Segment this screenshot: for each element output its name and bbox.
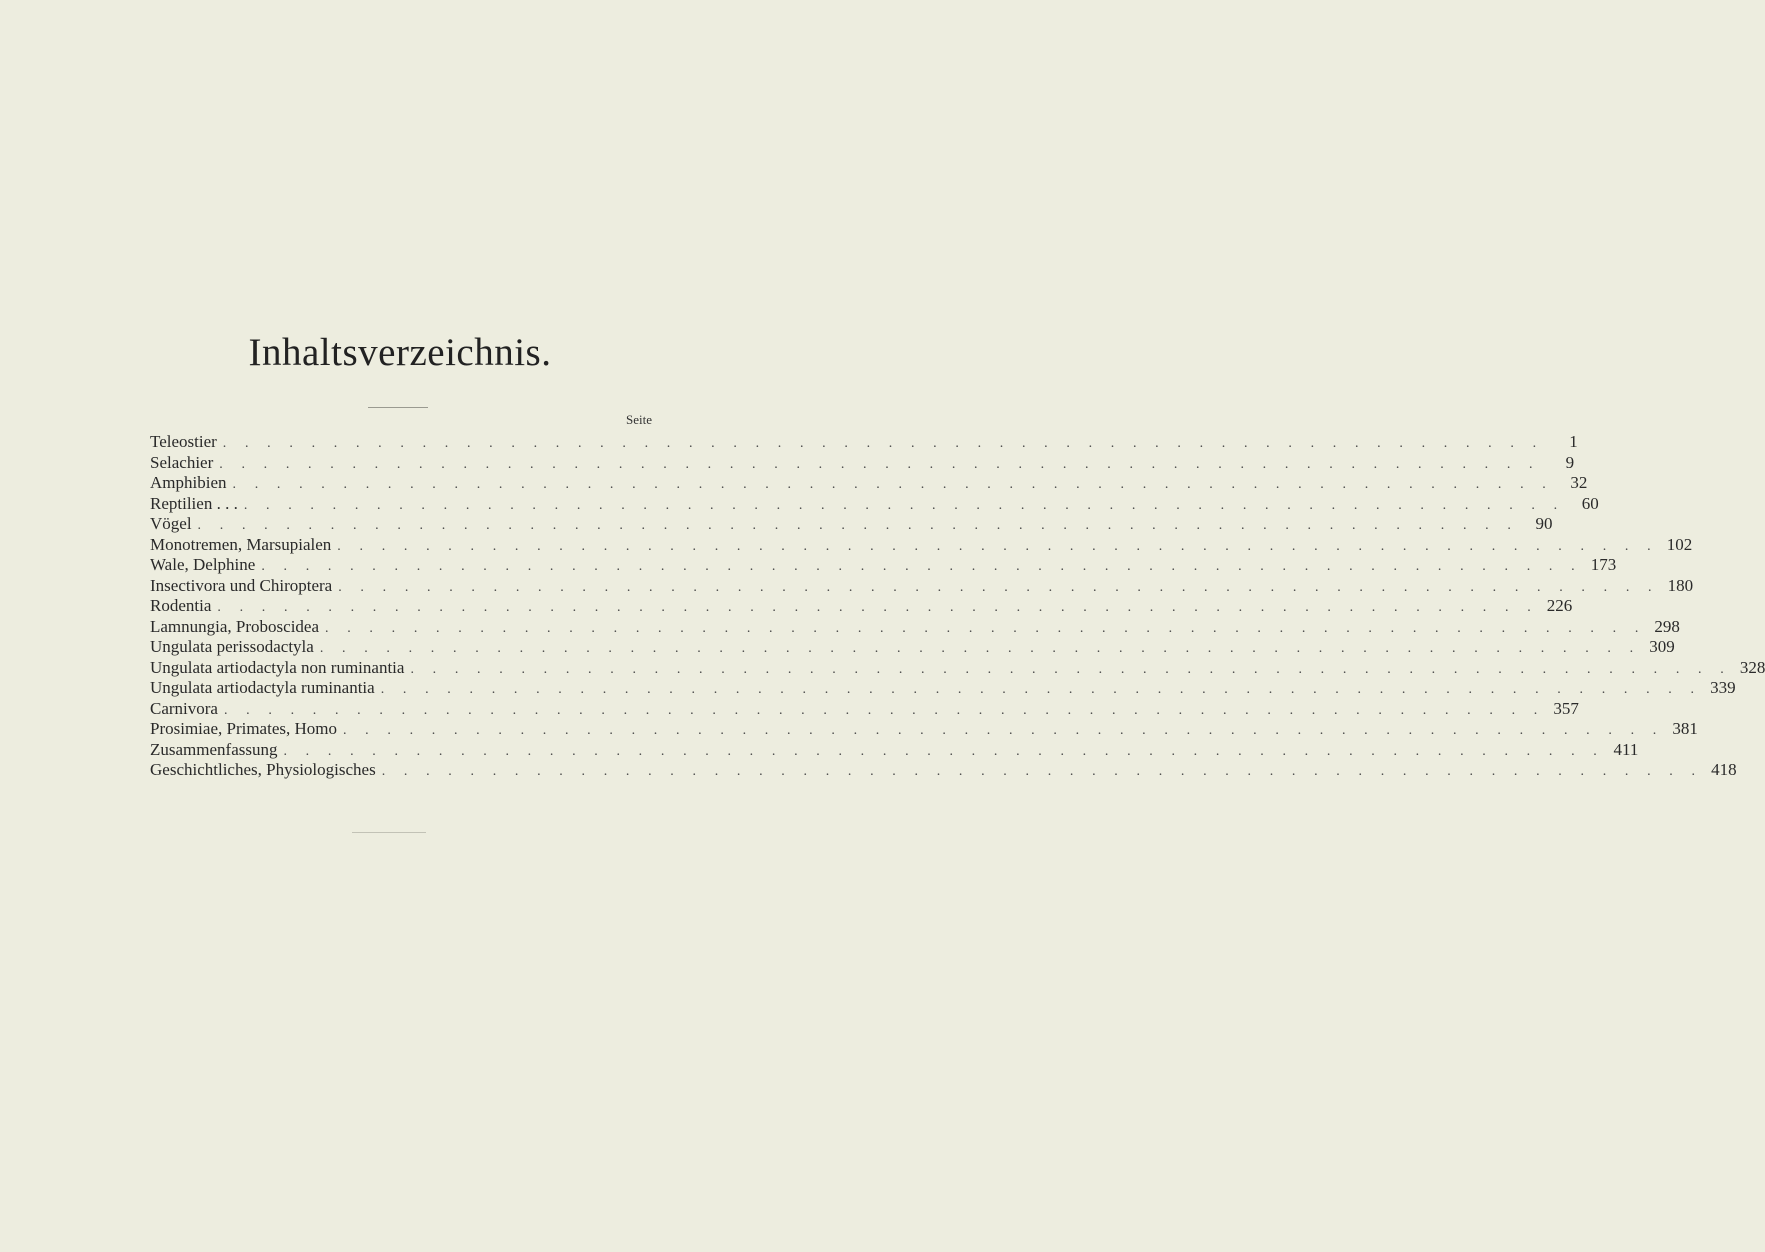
toc-entry <box>150 534 1693 556</box>
toc-entry-label: Rodentia <box>150 596 217 617</box>
toc-entry <box>150 493 1599 515</box>
toc-entry-page: 173 <box>1582 555 1616 576</box>
toc-entry <box>150 657 1765 679</box>
toc-entry-label: Wale, Delphine <box>150 555 261 576</box>
title-divider <box>368 407 428 408</box>
toc-entry <box>150 760 1737 781</box>
toc-entry-page: 357 <box>1545 699 1579 720</box>
dot-leader: . . . . . . . . . . . . . . . . . . . . . . . . . . . . . . . . . . . . . . . . . . . . . . . . . . . . . . . . . . . . <box>197 518 1519 533</box>
toc-entry <box>150 596 1573 617</box>
toc-entry-page: 298 <box>1646 617 1680 638</box>
dot-leader: . . . . . . . . . . . . . . . . . . . . . . . . . . . . . . . . . . . . . . . . . . . . . . . . . . . . . . . . . . . . <box>261 559 1583 574</box>
toc-entry-page: 309 <box>1641 637 1675 658</box>
toc-entry-page: 411 <box>1604 740 1638 761</box>
toc-entry-label: Ungulata perissodactyla <box>150 637 320 658</box>
toc-entry-label: Carnivora <box>150 699 224 720</box>
dot-leader: . . . . . . . . . . . . . . . . . . . . . . . . . . . . . . . . . . . . . . . . . . . . . . . . . . . . . . . . . . . . <box>342 723 1664 738</box>
dot-leader: . . . . . . . . . . . . . . . . . . . . . . . . . . . . . . . . . . . . . . . . . . . . . . . . . . . . . . . . . . . . <box>319 641 1641 656</box>
toc-entry <box>150 739 1639 761</box>
toc-entry-page: 328 <box>1731 658 1765 679</box>
dot-leader: . . . . . . . . . . . . . . . . . . . . . . . . . . . . . . . . . . . . . . . . . . . . . . . . . . . . . . . . . . . . <box>381 764 1703 779</box>
dot-leader: . . . . . . . . . . . . . . . . . . . . . . . . . . . . . . . . . . . . . . . . . . . . . . . . . . . . . . . . . . . . <box>283 743 1605 759</box>
toc-entry-label: Insectivora und Chiroptera <box>150 576 338 597</box>
toc-entry-page: 381 <box>1664 719 1698 740</box>
toc-entry-label: Ungulata artiodactyla ruminantia <box>150 678 381 699</box>
dot-leader: . . . . . . . . . . . . . . . . . . . . . . . . . . . . . . . . . . . . . . . . . . . . . . . . . . . . . . . . . . . . <box>232 477 1554 492</box>
bottom-divider <box>352 832 426 833</box>
dot-leader: . . . . . . . . . . . . . . . . . . . . . . . . . . . . . . . . . . . . . . . . . . . . . . . . . . . . . . . . . . . . <box>338 579 1660 595</box>
toc-entry <box>150 555 1617 576</box>
toc-entry-label: Reptilien . . . <box>150 494 244 515</box>
dot-leader: . . . . . . . . . . . . . . . . . . . . . . . . . . . . . . . . . . . . . . . . . . . . . . . . . . . . . . . . . . . . <box>337 538 1659 554</box>
toc-entry-label: Amphibien <box>150 473 233 494</box>
toc-entry <box>150 616 1680 638</box>
dot-leader: . . . . . . . . . . . . . . . . . . . . . . . . . . . . . . . . . . . . . . . . . . . . . . . . . . . . . . . . . . . . <box>223 702 1545 718</box>
toc-entry-label: Geschichtliches, Physiologisches <box>150 760 382 781</box>
table-of-contents <box>150 432 1765 781</box>
page-title: Inhaltsverzeichnis. <box>248 331 552 374</box>
toc-entry-label: Vögel <box>150 514 198 535</box>
toc-entry <box>150 575 1694 597</box>
page-column-label: Seite <box>626 412 652 427</box>
dot-leader: . . . . . . . . . . . . . . . . . . . . . . . . . . . . . . . . . . . . . . . . . . . . . . . . . . . . . . . . . . . . <box>219 456 1541 472</box>
toc-entry-label: Ungulata artiodactyla non ruminantia <box>150 658 410 679</box>
toc-entry-page: 1 <box>1544 432 1578 453</box>
toc-entry-label: Selachier <box>150 453 219 474</box>
toc-entry-page: 9 <box>1540 453 1574 474</box>
toc-entry <box>150 452 1575 474</box>
toc-entry-label: Prosimiae, Primates, Homo <box>150 719 343 740</box>
toc-entry-page: 339 <box>1702 678 1736 699</box>
toc-entry <box>150 473 1588 494</box>
dot-leader: . . . . . . . . . . . . . . . . . . . . . . . . . . . . . . . . . . . . . . . . . . . . . . . . . . . . . . . . . . . . <box>222 436 1544 451</box>
toc-entry-page: 102 <box>1658 535 1692 556</box>
toc-entry-page: 90 <box>1518 514 1552 535</box>
toc-entry <box>150 719 1698 740</box>
toc-entry-label: Zusammenfassung <box>150 740 283 761</box>
toc-entry <box>150 678 1736 699</box>
dot-leader: . . . . . . . . . . . . . . . . . . . . . . . . . . . . . . . . . . . . . . . . . . . . . . . . . . . . . . . . . . . . <box>217 600 1539 615</box>
toc-entry <box>150 698 1579 720</box>
toc-entry <box>150 432 1578 453</box>
dot-leader: . . . . . . . . . . . . . . . . . . . . . . . . . . . . . . . . . . . . . . . . . . . . . . . . . . . . . . . . . . . . <box>325 620 1646 636</box>
toc-entry-page: 32 <box>1553 473 1587 494</box>
dot-leader: . . . . . . . . . . . . . . . . . . . . . . . . . . . . . . . . . . . . . . . . . . . . . . . . . . . . . . . . . . . . <box>410 661 1732 677</box>
toc-entry-label: Teleostier <box>150 432 223 453</box>
toc-entry-page: 226 <box>1538 596 1572 617</box>
toc-entry <box>150 637 1675 658</box>
toc-entry-label: Lamnungia, Proboscidea <box>150 617 325 638</box>
toc-entry-label: Monotremen, Marsupialen <box>150 535 337 556</box>
toc-entry-page: 180 <box>1659 576 1693 597</box>
toc-entry-page: 418 <box>1703 760 1737 781</box>
toc-entry <box>150 514 1553 535</box>
dot-leader: . . . . . . . . . . . . . . . . . . . . . . . . . . . . . . . . . . . . . . . . . . . . . . . . . . . . . . . . . . . . <box>243 497 1565 513</box>
dot-leader: . . . . . . . . . . . . . . . . . . . . . . . . . . . . . . . . . . . . . . . . . . . . . . . . . . . . . . . . . . . . <box>380 682 1702 697</box>
toc-entry-page: 60 <box>1565 494 1599 515</box>
